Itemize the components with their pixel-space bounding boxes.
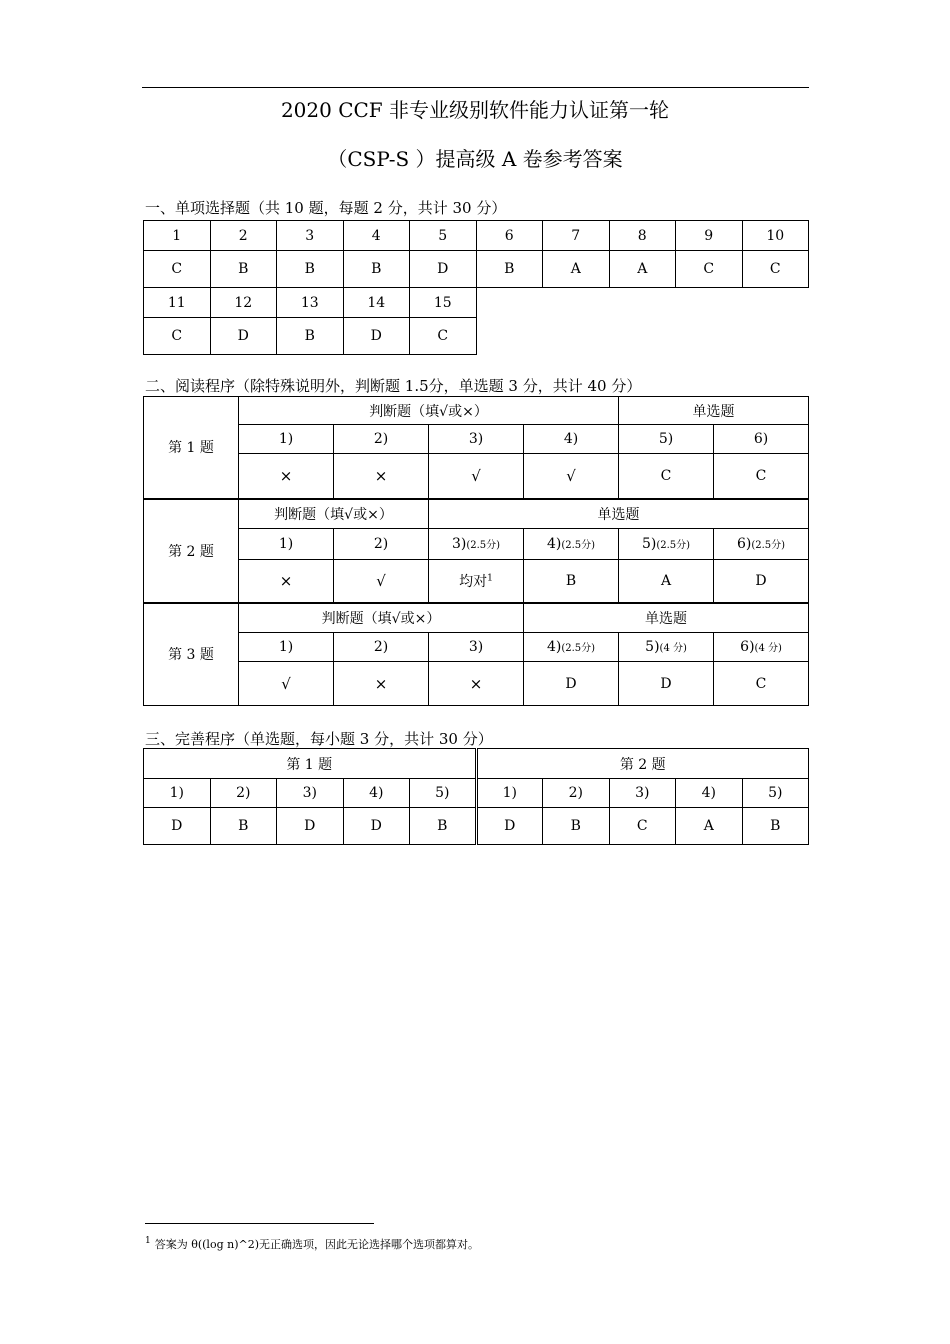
answer-cell: C (742, 251, 809, 288)
question-label: 第 2 题 (476, 749, 809, 779)
answer-cell: C (609, 808, 676, 845)
question-number: 1) (239, 529, 334, 560)
points-label: (2.5分) (466, 540, 501, 551)
question-number: 2) (543, 779, 610, 808)
question-number: 6 (476, 221, 543, 251)
question-number: 4) (524, 425, 619, 454)
table-row (144, 662, 809, 706)
question-number: 7 (543, 221, 610, 251)
table-row (144, 529, 809, 560)
question-number: 5) (742, 779, 809, 808)
question-number: 2) (334, 633, 429, 662)
answer-cell: × (334, 662, 429, 706)
points-label: (2.5分) (751, 540, 786, 551)
question-number: 3 (277, 221, 344, 251)
question-label: 第 2 题 (144, 499, 239, 603)
answer-cell: A (619, 560, 714, 603)
answer-cell: D (410, 251, 477, 288)
answer-cell: C (676, 251, 743, 288)
table-row (144, 499, 809, 529)
question-label: 第 3 题 (144, 603, 239, 706)
choice-header: 单选题 (524, 603, 809, 633)
judge-header: 判断题（填√或×） (239, 499, 429, 529)
table-row (144, 633, 809, 662)
answer-cell: D (210, 318, 277, 355)
answer-cell: D (476, 808, 543, 845)
question-number: 2) (334, 425, 429, 454)
question-number-with-points (524, 633, 619, 662)
table-row (144, 318, 477, 355)
choice-header: 单选题 (619, 397, 809, 425)
answer-cell: √ (524, 454, 619, 499)
table-row (144, 779, 809, 808)
table-row (144, 251, 809, 288)
document-title: 2020 CCF 非专业级别软件能力认证第一轮 (280, 98, 670, 122)
section2-heading: 二、阅读程序（除特殊说明外，判断题 1.5分，单选题 3 分，共计 40 分） (145, 377, 642, 395)
answer-cell: √ (334, 560, 429, 603)
answer-cell: D (277, 808, 344, 845)
answer-cell: B (210, 251, 277, 288)
answer-cell: √ (239, 662, 334, 706)
question-number: 1) (239, 425, 334, 454)
points-label: (4 分) (659, 643, 687, 654)
answer-cell: √ (429, 454, 524, 499)
table-row (144, 454, 809, 499)
question-label: 第 1 题 (144, 749, 477, 779)
answer-cell: B (410, 808, 477, 845)
table-row (144, 560, 809, 603)
question-number-with-points (714, 529, 809, 560)
answer-cell: × (239, 560, 334, 603)
table-row (144, 397, 809, 425)
question-number-with-points (429, 529, 524, 560)
answer-cell: × (239, 454, 334, 499)
table-row (144, 808, 809, 845)
answer-cell: A (543, 251, 610, 288)
question-number-with-points (619, 633, 714, 662)
points-label: (2.5分) (561, 540, 596, 551)
answer-cell: B (277, 318, 344, 355)
question-number: 9 (676, 221, 743, 251)
table-row (144, 221, 809, 251)
footnote-ref: 1 (487, 573, 493, 584)
question-number: 5) (410, 779, 477, 808)
answer-cell: D (714, 560, 809, 603)
judge-header: 判断题（填√或×） (239, 397, 619, 425)
question-number: 5 (410, 221, 477, 251)
question-number: 2) (210, 779, 277, 808)
question-number: 4) (546, 639, 562, 655)
question-number: 13 (277, 288, 344, 318)
question-number: 5) (619, 425, 714, 454)
answer-cell: D (343, 808, 410, 845)
section3-table (143, 748, 809, 845)
answer-cell: B (524, 560, 619, 603)
answer-cell: B (476, 251, 543, 288)
answer-cell: C (410, 318, 477, 355)
question-number: 5) (641, 536, 657, 552)
question-number: 3) (451, 536, 467, 552)
section1-table-continued (143, 287, 477, 355)
table-row (144, 603, 809, 633)
question-number: 12 (210, 288, 277, 318)
question-number: 1) (239, 633, 334, 662)
answer-cell: B (543, 808, 610, 845)
question-number: 15 (410, 288, 477, 318)
question-number: 4) (343, 779, 410, 808)
question-number: 10 (742, 221, 809, 251)
question-number-with-points (714, 633, 809, 662)
footnote (145, 1236, 479, 1252)
document-subtitle: （CSP-S ）提高级 A 卷参考答案 (327, 147, 623, 171)
question-number-with-points (619, 529, 714, 560)
header-rule (142, 87, 809, 88)
question-label: 第 1 题 (144, 397, 239, 499)
answer-cell: B (210, 808, 277, 845)
section1-heading: 一、单项选择题（共 10 题，每题 2 分，共计 30 分） (145, 199, 507, 217)
question-number: 2 (210, 221, 277, 251)
answer-cell: D (619, 662, 714, 706)
section3-heading: 三、完善程序（单选题，每小题 3 分，共计 30 分） (145, 730, 493, 748)
answer-cell: × (334, 454, 429, 499)
question-number: 6) (740, 639, 755, 655)
question-number: 4) (676, 779, 743, 808)
choice-header: 单选题 (429, 499, 809, 529)
points-label: (2.5分) (561, 643, 596, 654)
question-number: 4 (343, 221, 410, 251)
question-number: 2) (334, 529, 429, 560)
answer-cell: C (144, 251, 211, 288)
question-number: 11 (144, 288, 211, 318)
question-number: 8 (609, 221, 676, 251)
footnote-text: 答案为 θ((log n)^2)无正确选项，因此无论选择哪个选项都算对。 (154, 1238, 479, 1251)
answer-cell: C (714, 662, 809, 706)
question-number: 6) (736, 536, 752, 552)
section2-table (143, 396, 809, 706)
footnote-mark: 1 (145, 1236, 151, 1247)
answer-cell: A (676, 808, 743, 845)
points-label: (2.5分) (656, 540, 691, 551)
question-number-with-points (524, 529, 619, 560)
judge-header: 判断题（填√或×） (239, 603, 524, 633)
question-number: 3) (609, 779, 676, 808)
question-number: 14 (343, 288, 410, 318)
answer-cell: D (524, 662, 619, 706)
footnote-rule (145, 1223, 374, 1224)
table-row (144, 288, 477, 318)
answer-cell: D (343, 318, 410, 355)
question-number: 1) (476, 779, 543, 808)
question-number: 3) (429, 633, 524, 662)
question-number: 1 (144, 221, 211, 251)
answer-cell: B (742, 808, 809, 845)
question-number: 4) (546, 536, 562, 552)
answer-cell: C (144, 318, 211, 355)
points-label: (4 分) (754, 643, 782, 654)
answer-cell: A (609, 251, 676, 288)
table-row (144, 749, 809, 779)
answer-cell: B (343, 251, 410, 288)
answer-cell: B (277, 251, 344, 288)
question-number: 3) (277, 779, 344, 808)
answer-cell: 均对 (459, 573, 488, 590)
table-row (144, 425, 809, 454)
answer-cell: × (429, 662, 524, 706)
answer-cell: C (619, 454, 714, 499)
question-number: 5) (645, 639, 660, 655)
question-number: 6) (714, 425, 809, 454)
answer-cell-with-footnote (429, 560, 524, 603)
answer-cell: D (144, 808, 211, 845)
answer-cell: C (714, 454, 809, 499)
question-number: 1) (144, 779, 211, 808)
question-number: 3) (429, 425, 524, 454)
section1-table (143, 220, 809, 288)
